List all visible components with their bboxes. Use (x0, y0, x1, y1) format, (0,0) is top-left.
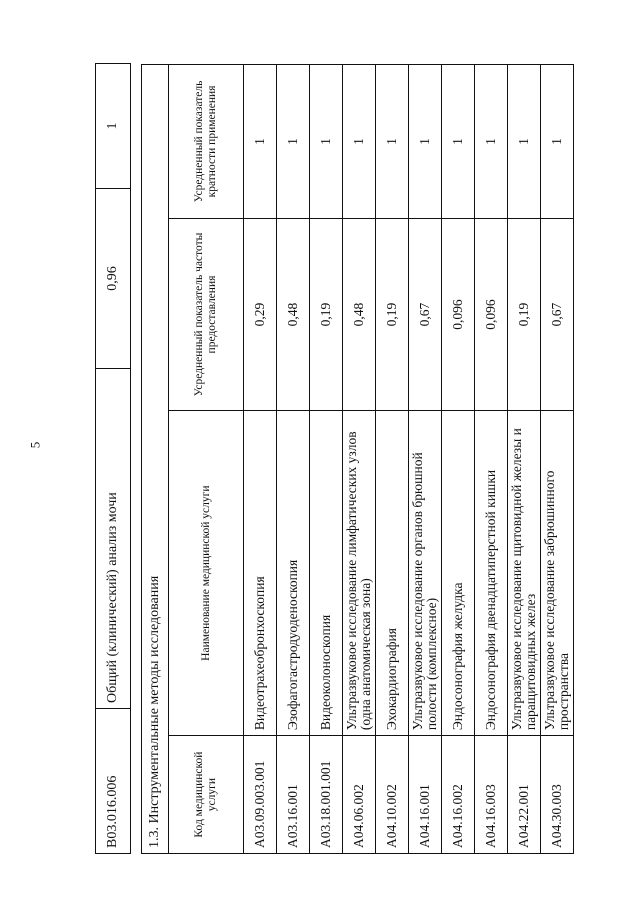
table-row (343, 65, 376, 854)
document-table-frame (95, 64, 571, 854)
header-multiplicity: Усредненный показатель кратности применения (169, 65, 244, 219)
service-code: A04.22.001 (508, 736, 541, 854)
service-code: A04.30.003 (541, 736, 574, 854)
header-name: Наименование медицинской услуги (169, 411, 244, 736)
service-code: A03.09.003.001 (244, 736, 277, 854)
multiplicity-value: 1 (277, 65, 310, 219)
section-title: 1.3. Инструментальные методы исследования (142, 65, 169, 854)
frequency-value: 0,19 (376, 218, 409, 410)
header-code: Код медицинской услуги (169, 736, 244, 854)
service-name: Видеоколоноскопия (310, 411, 343, 736)
table-row (277, 65, 310, 854)
table-row (96, 64, 131, 854)
table-row (475, 65, 508, 854)
page-number: 5 (27, 441, 43, 449)
service-code: A03.16.001 (277, 736, 310, 854)
frequency-value: 0,29 (244, 218, 277, 410)
service-name: Общий (клинический) анализ мочи (96, 369, 131, 709)
service-code: A04.16.001 (409, 736, 442, 854)
service-code: A04.16.003 (475, 736, 508, 854)
multiplicity-value: 1 (508, 65, 541, 219)
frequency-value: 0,96 (96, 189, 131, 369)
service-name: Эхокардиография (376, 411, 409, 736)
top-row-table (95, 63, 131, 854)
frequency-value: 0,19 (310, 218, 343, 410)
table-row (409, 65, 442, 854)
service-code: A03.18.001.001 (310, 736, 343, 854)
table-body (244, 65, 574, 854)
service-name: Эндосонография двенадцатиперстной кишки (475, 411, 508, 736)
frequency-value: 0,48 (343, 218, 376, 410)
service-code: A04.16.002 (442, 736, 475, 854)
service-name: Эндосонография желудка (442, 411, 475, 736)
frequency-value: 0,48 (277, 218, 310, 410)
multiplicity-value: 1 (310, 65, 343, 219)
multiplicity-value: 1 (244, 65, 277, 219)
multiplicity-value: 1 (96, 64, 131, 189)
multiplicity-value: 1 (442, 65, 475, 219)
table-row (310, 65, 343, 854)
service-name: Ультразвуковое исследование забрюшинного пространства (541, 411, 574, 736)
frequency-value: 0,67 (409, 218, 442, 410)
multiplicity-value: 1 (343, 65, 376, 219)
frequency-value: 0,096 (442, 218, 475, 410)
instrumental-methods-table (141, 64, 574, 854)
service-code: A04.10.002 (376, 736, 409, 854)
table-row (442, 65, 475, 854)
multiplicity-value: 1 (409, 65, 442, 219)
frequency-value: 0,67 (541, 218, 574, 410)
service-name: Ультразвуковое исследование лимфатических узлов (одна анатомическая зона) (343, 411, 376, 736)
table-row (508, 65, 541, 854)
table-row (376, 65, 409, 854)
table-header-row (169, 65, 244, 854)
service-code: A04.06.002 (343, 736, 376, 854)
table-row (244, 65, 277, 854)
multiplicity-value: 1 (376, 65, 409, 219)
header-frequency: Усредненный показатель частоты предоставления (169, 218, 244, 410)
section-row (142, 65, 169, 854)
multiplicity-value: 1 (541, 65, 574, 219)
service-name: Ультразвуковое исследование щитовидной железы и паращитовидных желез (508, 411, 541, 736)
service-name: Эзофагогастродуоденоскопия (277, 411, 310, 736)
frequency-value: 0,19 (508, 218, 541, 410)
table-row (541, 65, 574, 854)
frequency-value: 0,096 (475, 218, 508, 410)
multiplicity-value: 1 (475, 65, 508, 219)
service-code: B03.016.006 (96, 709, 131, 854)
service-name: Ультразвуковое исследование органов брюшной полости (комплексное) (409, 411, 442, 736)
service-name: Видеотрахеобронхоскопия (244, 411, 277, 736)
